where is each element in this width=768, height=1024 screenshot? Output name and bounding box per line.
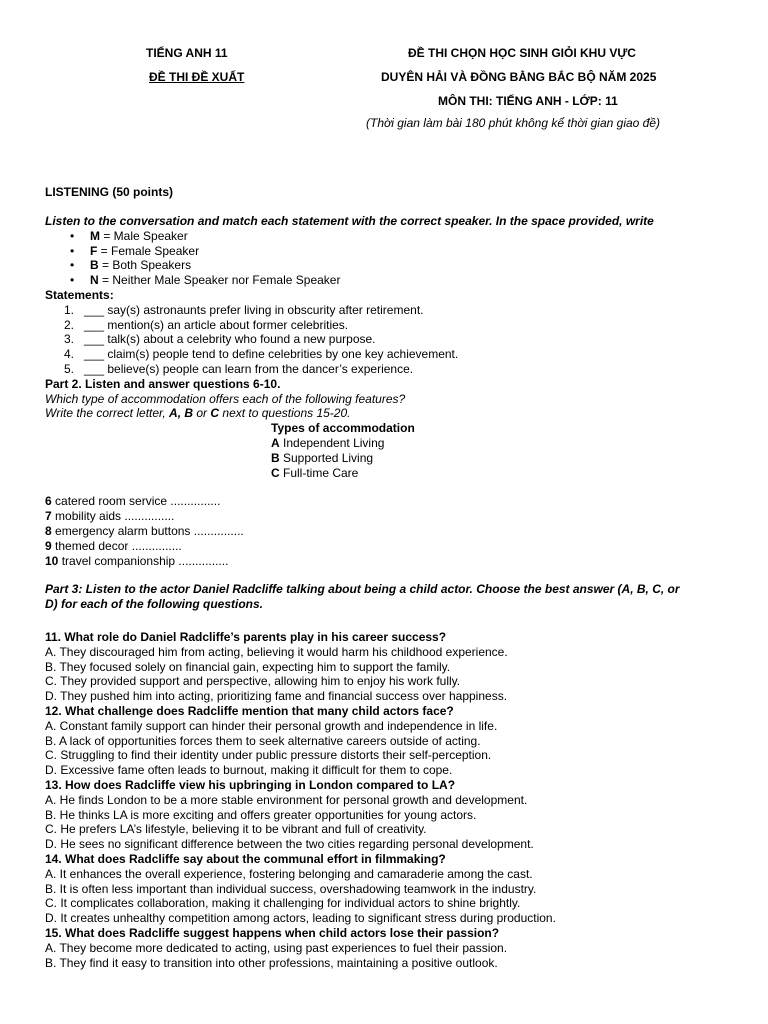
option: B. A lack of opportunities forces them to seek alternative careers outside of acting. — [45, 733, 481, 748]
option: A. Constant family support can hinder their personal growth and independence in life. — [45, 718, 498, 733]
option: B. They focused solely on financial gain, expecting him to support the family. — [45, 659, 451, 674]
question-12: 12. What challenge does Radcliffe mention that many child actors face? — [45, 703, 454, 718]
option: C. Struggling to find their identity under public pressure distorts their self-perception. — [45, 748, 492, 763]
speaker-code-item: • M = Male Speaker — [70, 228, 188, 243]
speaker-code-item: • B = Both Speakers — [70, 258, 192, 273]
statement-item: 1. ___ say(s) astronaunts prefer living in obscurity after retirement. — [63, 302, 424, 317]
part3-instruction-1: Part 3: Listen to the actor Daniel Radcliffe talking about being a child actor. Choose the best answer (A, B, C, or — [45, 582, 680, 597]
option: A. They discouraged him from acting, believing it would harm his childhood experience. — [45, 644, 508, 659]
option: D. It creates unhealthy competition among actors, leading to significant stress during production. — [45, 911, 556, 926]
statements-label: Statements: — [45, 287, 114, 302]
question-14: 14. What does Radcliffe say about the communal effort in filmmaking? — [45, 851, 446, 866]
option: B. They find it easy to transition into other professions, maintaining a positive outlook. — [45, 955, 498, 970]
feature-item: 8 emergency alarm buttons ............... — [45, 523, 244, 538]
option: D. He sees no significant difference between the two cities regarding personal development. — [45, 837, 534, 852]
part1-instruction: Listen to the conversation and match each statement with the correct speaker. In the space provided, write — [45, 214, 654, 228]
header-title-2: DUYÊN HẢI VÀ ĐỒNG BẰNG BẮC BỘ NĂM 2025 — [381, 70, 657, 84]
type-item: B Supported Living — [271, 450, 374, 465]
part3-instruction-2: D) for each of the following questions. — [45, 597, 263, 612]
feature-item: 6 catered room service ............... — [45, 494, 221, 509]
statement-item: 5. ___ believe(s) people can learn from the dancer’s experience. — [63, 361, 414, 376]
statement-item: 3. ___ talk(s) about a celebrity who found a new purpose. — [63, 332, 376, 347]
option: A. It enhances the overall experience, fostering belonging and camaraderie among the cast. — [45, 866, 533, 881]
header-subject-right: MÔN THI: TIẾNG ANH - LỚP: 11 — [438, 94, 618, 108]
statement-item: 2. ___ mention(s) an article about former celebrities. — [63, 317, 349, 332]
speaker-code-list — [45, 229, 680, 288]
statements-list — [45, 303, 680, 377]
part3-questions — [45, 630, 556, 970]
listening-title: LISTENING (50 points) — [45, 185, 174, 199]
question-11: 11. What role do Daniel Radcliffe’s parents play in his career success? — [45, 630, 447, 644]
accommodation-types — [45, 421, 680, 480]
part2-title: Part 2. Listen and answer questions 6-10. — [45, 376, 281, 391]
option: A. They become more dedicated to acting, using past experiences to fuel their passion. — [45, 940, 508, 955]
option: A. He finds London to be a more stable environment for personal growth and development. — [45, 792, 528, 807]
type-item: C Full-time Care — [271, 465, 359, 480]
option: B. He thinks LA is more exciting and offers greater opportunities for young actors. — [45, 807, 477, 822]
type-item: A Independent Living — [271, 435, 385, 450]
speaker-code-item: • F = Female Speaker — [70, 243, 200, 258]
header-title-1: ĐỀ THI CHỌN HỌC SINH GIỎI KHU VỰC — [408, 46, 636, 60]
feature-item: 9 themed decor ............... — [45, 538, 182, 553]
option: C. He prefers LA’s lifestyle, believing it to be vibrant and full of creativity. — [45, 822, 427, 837]
part2-instruction-1: Which type of accommodation offers each of the following features? — [45, 391, 406, 406]
speaker-code-item: • N = Neither Male Speaker nor Female Speaker — [70, 273, 341, 288]
header-subject: TIẾNG ANH 11 — [146, 46, 228, 60]
header-time: (Thời gian làm bài 180 phút không kể thời gian giao đề) — [366, 116, 661, 130]
header-exam-type: ĐỀ THI ĐỀ XUẤT — [149, 70, 245, 84]
part2-instruction-2: Write the correct letter, A, B or C next to questions 15-20. — [45, 406, 351, 421]
statement-item: 4. ___ claim(s) people tend to define celebrities by one key achievement. — [63, 347, 459, 362]
question-13: 13. How does Radcliffe view his upbringing in London compared to LA? — [45, 777, 456, 792]
option: D. They pushed him into acting, prioritizing fame and financial success over happiness. — [45, 689, 508, 704]
option: C. It complicates collaboration, making it challenging for individual actors to shine brightly. — [45, 896, 521, 911]
feature-item: 10 travel companionship ............... — [45, 553, 229, 568]
option: C. They provided support and perspective, allowing him to enjoy his work fully. — [45, 674, 461, 689]
feature-item: 7 mobility aids ............... — [45, 509, 175, 524]
types-title: Types of accommodation — [271, 421, 415, 436]
part1 — [45, 214, 680, 626]
option: D. Excessive fame often leads to burnout, making it difficult for them to cope. — [45, 763, 453, 778]
option: B. It is often less important than individual success, overshadowing teamwork in the industry. — [45, 881, 537, 896]
question-15: 15. What does Radcliffe suggest happens when child actors lose their passion? — [45, 925, 500, 940]
